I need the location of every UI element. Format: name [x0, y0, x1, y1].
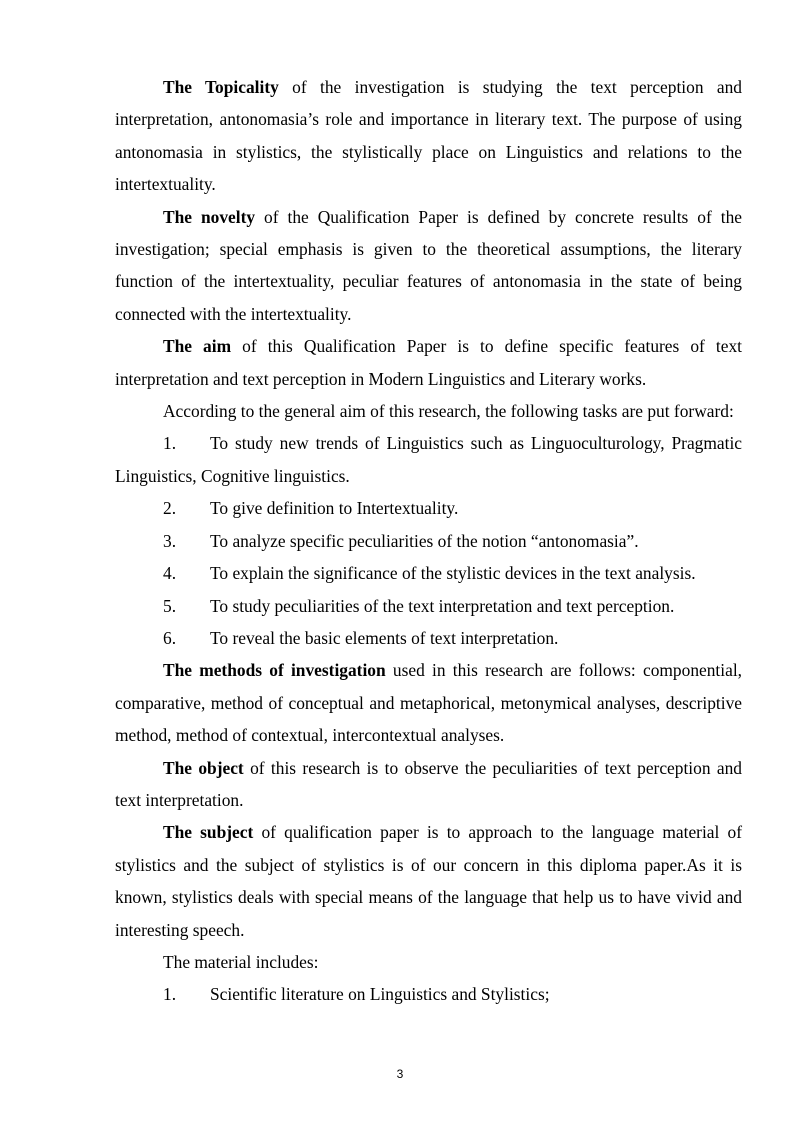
task-text-1: To study new trends of Linguistics such as Linguoculturology, Pragmatic Linguistics, Cognitive linguistics.	[115, 433, 742, 486]
topicality-heading: The Topicality	[163, 77, 279, 97]
subject-paragraph	[115, 816, 742, 946]
object-heading: The object	[163, 757, 244, 778]
task-text-6: To reveal the basic elements of text interpretation.	[210, 627, 559, 648]
task-number-4: 4.	[163, 563, 177, 584]
task-number-2: 2.	[163, 498, 177, 519]
novelty-heading: The novelty	[163, 206, 256, 227]
object-text: of this research is to observe the peculiarities of text perception and text interpretation.	[115, 757, 742, 810]
topicality-paragraph	[115, 71, 742, 201]
task-number-6: 6.	[163, 627, 177, 648]
task-item-5	[115, 590, 742, 622]
task-item-4	[115, 557, 742, 589]
object-paragraph	[115, 752, 742, 817]
aim-paragraph	[115, 330, 742, 395]
page-number: 3	[396, 1067, 404, 1081]
page-body	[115, 71, 742, 1011]
subject-heading: The subject	[163, 822, 254, 843]
task-text-3: To analyze specific peculiarities of the notion “antonomasia”.	[210, 530, 639, 551]
tasks-intro-paragraph: According to the general aim of this research, the following tasks are put forward:	[163, 401, 734, 422]
methods-heading: The methods of investigation	[163, 660, 386, 681]
material-item-1	[115, 978, 742, 1010]
task-number-1: 1.	[163, 433, 177, 454]
task-text-2: To give definition to Intertextuality.	[210, 498, 459, 519]
task-number-3: 3.	[163, 530, 177, 551]
material-text-1: Scientific literature on Linguistics and Stylistics;	[210, 984, 550, 1005]
material-number-1: 1.	[163, 984, 177, 1005]
task-text-4: To explain the significance of the stylistic devices in the text analysis.	[210, 563, 696, 584]
novelty-text: of the Qualification Paper is defined by concrete results of the investigation; special emphasis is given to the theoretical assumptions, the literary function of the intertextuality, peculiar features of antonomasia in the state of being connected with the intertextuality.	[115, 206, 742, 324]
task-item-1	[115, 427, 742, 492]
methods-text: used in this research are follows: componential, comparative, method of conceptual and metaphorical, metonymical analyses, descriptive method, method of contextual, intercontextual analyses.	[115, 660, 742, 746]
task-item-2	[115, 492, 742, 524]
novelty-paragraph	[115, 201, 742, 331]
task-number-5: 5.	[163, 595, 177, 616]
aim-text: of this Qualification Paper is to define specific features of text interpretation and text perception in Modern Linguistics and Literary works.	[115, 336, 742, 389]
task-text-5: To study peculiarities of the text interpretation and text perception.	[210, 595, 675, 616]
task-item-3	[115, 525, 742, 557]
subject-text: of qualification paper is to approach to the language material of stylistics and the subject of stylistics is of our concern in this diploma paper.As it is known, stylistics deals with special means of the language that help us to have vivid and interesting speech.	[115, 822, 742, 940]
task-item-6	[115, 622, 742, 654]
topicality-text: of the investigation is studying the text perception and interpretation, antonomasia’s role and importance in literary text. The purpose of using antonomasia in stylistics, the stylistically place on Linguistics and relations to the intertextuality.	[115, 77, 742, 195]
material-intro-paragraph: The material includes:	[163, 951, 319, 972]
aim-heading: The aim	[163, 336, 232, 357]
methods-paragraph	[115, 654, 742, 751]
